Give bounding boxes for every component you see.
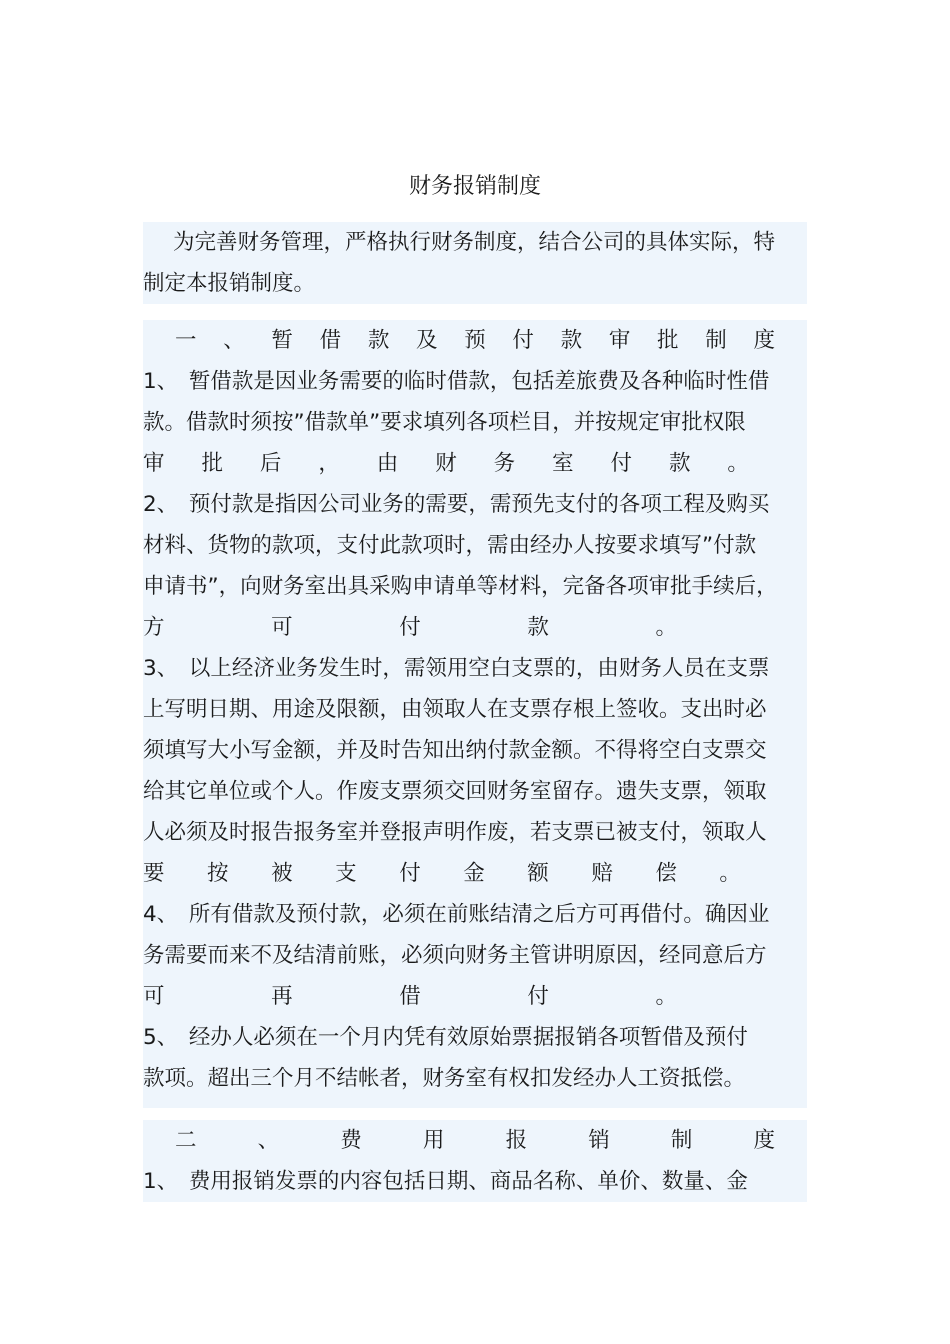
- document-title: 财务报销制度: [408, 174, 541, 199]
- list-item-line: 材料、货物的款项，支付此款项时，需由经办人按要求填写”付款: [143, 533, 757, 558]
- list-item-line: 3、 以上经济业务发生时，需领用空白支票的，由财务人员在支票: [143, 656, 770, 681]
- list-item-line: 须填写大小写金额，并及时告知出纳付款金额。不得将空白支票交: [143, 738, 767, 763]
- section-2: [143, 1120, 807, 1202]
- list-item-line: 要 按 被 支 付 金 额 赔 偿 。: [143, 861, 741, 886]
- section-heading: 一 、 暂 借 款 及 预 付 款 审 批 制 度: [175, 328, 775, 353]
- list-item-line: 上写明日期、用途及限额，由领取人在支票存根上签收。支出时必: [143, 697, 767, 722]
- list-item-line: 2、 预付款是指因公司业务的需要，需预先支付的各项工程及购买: [143, 492, 770, 517]
- list-item-line: 务需要而来不及结清前账，必须向财务主管讲明原因，经同意后方: [143, 943, 767, 968]
- list-item-line: 5、 经办人必须在一个月内凭有效原始票据报销各项暂借及预付: [143, 1025, 748, 1050]
- section-heading: 二 、 费 用 报 销 制 度: [175, 1128, 775, 1153]
- list-item-line: 给其它单位或个人。作废支票须交回财务室留存。遗失支票，领取: [143, 779, 767, 804]
- list-item-line: 1、 费用报销发票的内容包括日期、商品名称、单价、数量、金: [143, 1169, 748, 1194]
- list-item-line: 审 批 后 ， 由 财 务 室 付 款 。: [143, 451, 749, 476]
- intro-paragraph: [143, 222, 807, 304]
- section-1: [143, 320, 807, 1108]
- list-item-line: 人必须及时报告报务室并登报声明作废，若支票已被支付，领取人: [143, 820, 767, 845]
- intro-line: 制定本报销制度。: [143, 271, 316, 296]
- list-item-line: 1、 暂借款是因业务需要的临时借款，包括差旅费及各种临时性借: [143, 369, 770, 394]
- list-item-line: 可 再 借 付 。: [143, 984, 677, 1009]
- list-item-line: 方 可 付 款 。: [143, 615, 677, 640]
- list-item-line: 申请书”，向财务室出具采购申请单等材料，完备各项审批手续后，: [143, 574, 778, 599]
- list-item-line: 4、 所有借款及预付款，必须在前账结清之后方可再借付。确因业: [143, 902, 770, 927]
- list-item-line: 款项。超出三个月不结帐者，财务室有权扣发经办人工资抵偿。: [143, 1066, 746, 1091]
- list-item-line: 款。借款时须按”借款单”要求填列各项栏目，并按规定审批权限: [143, 410, 746, 435]
- intro-line: 为完善财务管理，严格执行财务制度，结合公司的具体实际，特: [173, 230, 776, 255]
